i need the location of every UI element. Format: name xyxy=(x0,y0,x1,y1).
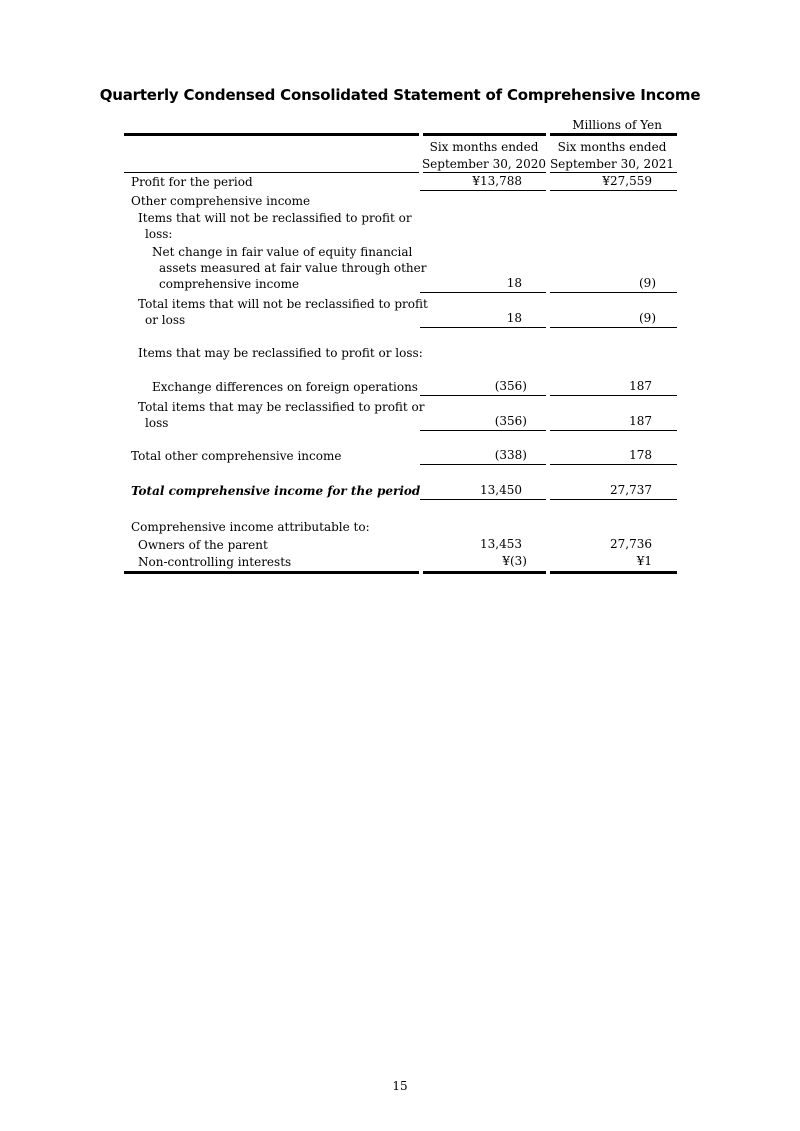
column-header-2021 xyxy=(549,139,675,173)
row-underline xyxy=(420,464,546,465)
row-underline xyxy=(550,327,677,328)
row-attributable-header: Comprehensive income attributable to: xyxy=(131,520,370,534)
row-underline xyxy=(550,292,677,293)
row-total-may-reclass-line2: loss xyxy=(145,416,169,430)
row-owners-2020: 13,453 xyxy=(480,537,522,551)
row-profit-2021: ¥27,559 xyxy=(602,174,652,188)
row-profit-label: Profit for the period xyxy=(131,175,253,189)
row-underline xyxy=(550,499,677,500)
rule-gap xyxy=(419,571,423,574)
top-rule xyxy=(124,133,677,136)
row-total-may-reclass-2021: 187 xyxy=(629,414,652,428)
row-total-not-reclass-line2: or loss xyxy=(145,313,186,327)
row-total-not-reclass-2020: 18 xyxy=(506,311,522,325)
row-may-reclass-header: Items that may be reclassified to profit or loss: xyxy=(138,346,423,360)
row-net-change-2021: (9) xyxy=(639,276,656,290)
rule-gap xyxy=(419,133,423,136)
row-net-change-line2: assets measured at fair value through other xyxy=(159,261,427,275)
page-number: 15 xyxy=(392,1079,408,1093)
row-total-oci-2021: 178 xyxy=(629,448,652,462)
row-underline xyxy=(420,190,546,191)
row-exchange-label: Exchange differences on foreign operations xyxy=(152,380,418,394)
row-profit-2020: ¥13,788 xyxy=(472,174,522,188)
row-net-change-line3: comprehensive income xyxy=(159,277,300,291)
row-underline xyxy=(550,430,677,431)
row-underline xyxy=(420,327,546,328)
column-header-2021-line1: Six months ended xyxy=(557,140,667,154)
row-total-ci-2021: 27,737 xyxy=(610,483,652,497)
row-total-ci-label: Total comprehensive income for the period xyxy=(131,484,421,498)
row-total-may-reclass-line1: Total items that may be reclassified to profit or xyxy=(138,400,425,414)
column-header-2020-line1: Six months ended xyxy=(429,140,539,154)
row-total-ci-2020: 13,450 xyxy=(480,483,522,497)
row-total-not-reclass-2021: (9) xyxy=(639,311,656,325)
row-owners-2021: 27,736 xyxy=(610,537,652,551)
row-total-oci-2020: (338) xyxy=(494,448,527,462)
unit-label: Millions of Yen xyxy=(572,118,662,132)
row-net-change-line1: Net change in fair value of equity financial xyxy=(152,245,413,259)
bottom-rule xyxy=(124,571,677,574)
row-underline xyxy=(420,499,546,500)
column-header-2020-line2: September 30, 2020 xyxy=(421,157,547,171)
row-owners-label: Owners of the parent xyxy=(138,538,268,552)
statement-title: Quarterly Condensed Consolidated Statement of Comprehensive Income xyxy=(99,86,701,104)
row-nci-2020: ¥(3) xyxy=(502,554,527,568)
row-underline xyxy=(420,395,546,396)
row-underline xyxy=(420,430,546,431)
row-underline xyxy=(550,464,677,465)
row-nci-label: Non-controlling interests xyxy=(138,555,292,569)
header-underline xyxy=(550,172,677,173)
row-exchange-2021: 187 xyxy=(629,379,652,393)
header-underline xyxy=(423,172,546,173)
row-underline xyxy=(420,292,546,293)
row-underline xyxy=(550,190,677,191)
column-header-2021-line2: September 30, 2021 xyxy=(549,157,675,171)
row-not-reclass-header-line1: Items that will not be reclassified to profit or xyxy=(138,211,412,225)
column-header-2020 xyxy=(421,139,547,173)
rule-gap xyxy=(546,133,550,136)
row-nci-2021: ¥1 xyxy=(636,554,652,568)
row-not-reclass-header-line2: loss: xyxy=(145,227,173,241)
row-total-not-reclass-line1: Total items that will not be reclassified to profit xyxy=(138,297,428,311)
row-oci-header: Other comprehensive income xyxy=(131,194,311,208)
row-exchange-2020: (356) xyxy=(494,379,527,393)
row-total-may-reclass-2020: (356) xyxy=(494,414,527,428)
row-net-change-2020: 18 xyxy=(506,276,522,290)
rule-gap xyxy=(546,571,550,574)
row-total-oci-label: Total other comprehensive income xyxy=(131,449,342,463)
header-underline xyxy=(124,172,419,173)
row-underline xyxy=(550,395,677,396)
